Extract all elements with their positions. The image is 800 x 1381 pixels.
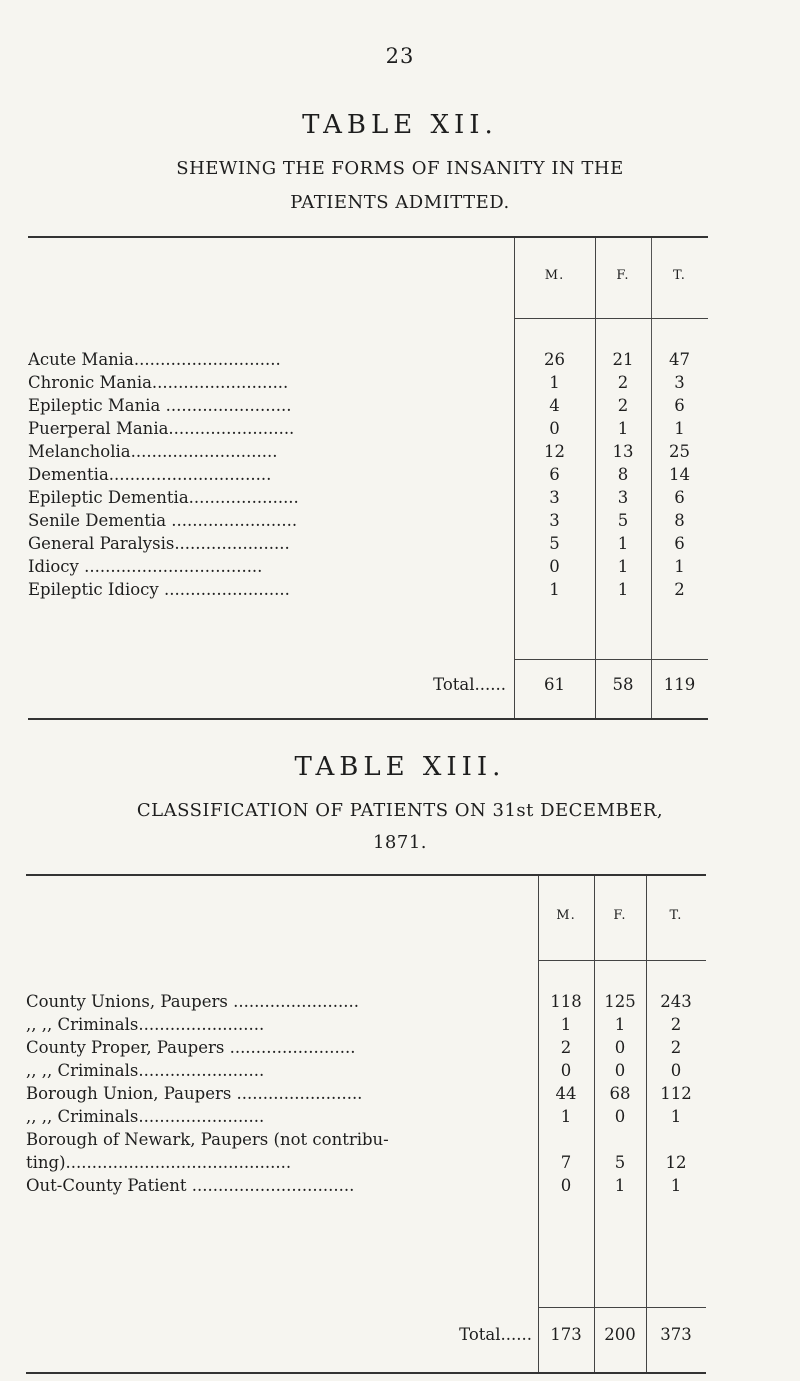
row-label: Borough of Newark, Paupers (not contribu- [26,1130,389,1149]
total-total: 373 [660,1325,692,1344]
table-row [28,555,708,578]
row-female: 8 [617,465,629,484]
table-total-row [28,673,708,696]
row-total: 12 [665,1153,687,1172]
table-13-subtitle-line-2: 1871. [372,832,428,853]
table-13-header-m: M. [556,908,576,923]
row-total: 1 [674,557,685,576]
row-female: 1 [614,1015,626,1034]
table-row [26,1151,706,1174]
table-12-header-t: T. [673,268,686,283]
row-female: 1 [617,534,629,553]
row-female: 1 [617,557,629,576]
total-female: 200 [604,1325,636,1344]
table-12 [28,236,708,720]
row-total: 1 [670,1176,682,1195]
row-male: 1 [549,580,560,599]
row-male: 26 [544,350,565,369]
row-male: 1 [560,1015,572,1034]
row-male: 2 [560,1038,572,1057]
row-male: 6 [549,465,560,484]
row-male: 5 [549,534,560,553]
row-label: Dementia............................... [28,465,272,484]
row-total: 1 [674,419,685,438]
row-male: 12 [544,442,565,461]
row-total: 2 [670,1038,682,1057]
table-13-header-t: T. [669,908,683,923]
table-13-total-rule [538,1307,706,1308]
row-male: 118 [550,992,582,1011]
table-13-title: TABLE XIII. [294,752,506,782]
row-total: 6 [674,488,685,507]
table-row [26,1128,706,1151]
row-male: 4 [549,396,560,415]
row-label: Puerperal Mania........................ [28,419,295,438]
table-row [28,371,708,394]
row-female: 0 [614,1107,626,1126]
row-male: 3 [549,511,560,530]
table-13-header-rule [538,960,706,961]
table-row [26,1174,706,1197]
row-label: Epileptic Mania ........................ [28,396,292,415]
row-male: 7 [560,1153,572,1172]
table-13 [26,874,706,1374]
table-row [26,1105,706,1128]
row-label: ,, ,, Criminals........................ [26,1061,265,1080]
row-label: Epileptic Dementia..................... [28,488,299,507]
table-row [28,417,708,440]
row-label: Epileptic Idiocy ........................ [28,580,290,599]
row-label: Borough Union, Paupers ........................ [26,1084,363,1103]
row-female: 125 [604,992,636,1011]
table-row [28,509,708,532]
row-female: 1 [617,580,629,599]
row-female: 2 [617,373,629,392]
table-row [28,348,708,371]
table-12-subtitle-line-1: SHEWING THE FORMS OF INSANITY IN THE [176,158,624,179]
row-female: 21 [612,350,634,369]
table-13-header-f: F. [613,908,627,923]
total-male: 61 [544,675,565,694]
total-total: 119 [663,675,696,694]
row-total: 14 [669,465,690,484]
row-male: 0 [560,1061,572,1080]
row-female: 5 [617,511,629,530]
row-male: 44 [555,1084,577,1103]
total-label: Total...... [433,675,506,694]
row-label: General Paralysis...................... [28,534,290,553]
row-total: 1 [670,1107,682,1126]
table-12-title: TABLE XII. [302,110,498,140]
row-male: 1 [549,373,560,392]
row-label: Senile Dementia ........................ [28,511,298,530]
table-row [26,1082,706,1105]
table-row [28,463,708,486]
table-row [28,532,708,555]
row-total: 25 [669,442,690,461]
row-total: 3 [674,373,685,392]
row-male: 0 [549,419,560,438]
row-female: 0 [614,1038,626,1057]
row-total: 6 [674,534,685,553]
row-total: 6 [674,396,685,415]
row-male: 1 [560,1107,572,1126]
row-label: Out-County Patient ............................... [26,1176,355,1195]
row-male: 3 [549,488,560,507]
row-label: County Proper, Paupers ........................ [26,1038,356,1057]
table-row [28,578,708,601]
row-total: 2 [670,1015,682,1034]
table-12-header-f: F. [616,268,630,283]
row-label: Chronic Mania.......................... [28,373,289,392]
row-female: 1 [614,1176,626,1195]
table-row [26,1036,706,1059]
table-row [26,990,706,1013]
row-label: Acute Mania............................ [28,350,281,369]
table-total-row [26,1323,706,1346]
table-row [28,440,708,463]
row-total: 8 [674,511,685,530]
row-total: 112 [660,1084,692,1103]
row-male: 0 [549,557,560,576]
table-row [26,1059,706,1082]
table-row [26,1013,706,1036]
row-label: ,, ,, Criminals........................ [26,1015,265,1034]
row-female: 0 [614,1061,626,1080]
table-12-header-rule [514,318,708,319]
page-number: 23 [385,44,415,68]
row-female: 68 [609,1084,631,1103]
total-label: Total...... [459,1325,532,1344]
table-row [28,486,708,509]
row-label: Melancholia............................ [28,442,278,461]
table-12-header-m: M. [544,268,565,283]
row-label: ting)........................................... [26,1153,292,1172]
row-total: 47 [669,350,690,369]
row-female: 5 [614,1153,626,1172]
row-total: 0 [670,1061,682,1080]
row-total: 243 [660,992,692,1011]
row-female: 13 [612,442,634,461]
row-female: 3 [617,488,629,507]
row-male: 0 [560,1176,572,1195]
total-male: 173 [550,1325,582,1344]
row-label: ,, ,, Criminals........................ [26,1107,265,1126]
row-female: 2 [617,396,629,415]
table-row [28,394,708,417]
table-13-subtitle-line-1: CLASSIFICATION OF PATIENTS ON 31st DECEMBER, [136,800,664,821]
row-female: 1 [617,419,629,438]
table-12-subtitle-line-2: PATIENTS ADMITTED. [290,192,510,213]
row-label: County Unions, Paupers ........................ [26,992,359,1011]
table-12-total-rule [514,659,708,660]
row-total: 2 [674,580,685,599]
total-female: 58 [612,675,634,694]
row-label: Idiocy .................................. [28,557,263,576]
